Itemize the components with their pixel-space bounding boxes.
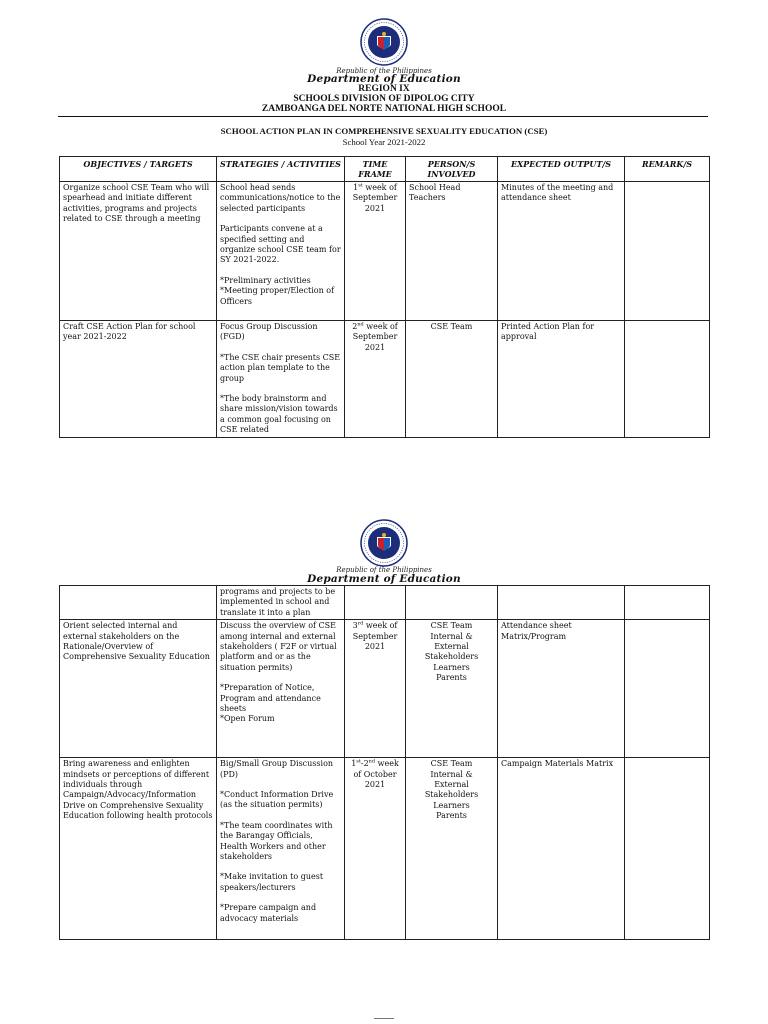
school-line: ZAMBOANGA DEL NORTE NATIONAL HIGH SCHOOL bbox=[261, 104, 507, 114]
strategy-text: Focus Group Discussion (FGD) bbox=[220, 322, 318, 342]
remarks-cell bbox=[625, 586, 710, 620]
output-cell: Campaign Materials Matrix bbox=[498, 758, 625, 940]
strategy-text: *The body brainstorm and share mission/vision towards a common goal focusing on CSE related bbox=[220, 394, 338, 435]
republic-line: Republic of the Philippines bbox=[336, 67, 432, 75]
objective-cell: Orient selected internal and external stakeholders on the Rationale/Overview of Comprehensive Sexuality Education bbox=[60, 620, 217, 758]
table-row bbox=[60, 586, 710, 620]
col-output: EXPECTED OUTPUT/S bbox=[498, 157, 625, 182]
page-footer-mark bbox=[374, 1018, 394, 1024]
remarks-cell bbox=[625, 758, 710, 940]
strategy-text: *The CSE chair presents CSE action plan template to the group bbox=[220, 352, 341, 383]
output-cell: Printed Action Plan for approval bbox=[498, 321, 625, 438]
strategy-text: *Make invitation to guest speakers/lecturers bbox=[220, 872, 324, 892]
strategy-text: (as the situation permits) bbox=[220, 800, 323, 810]
strategy-text: Discuss the overview of CSE among internal and external stakeholders ( F2F or virtual platform and or as the situation permits) bbox=[220, 621, 337, 672]
strategy-text: *Open Forum bbox=[220, 714, 275, 724]
table-row bbox=[60, 758, 710, 940]
department-name: Department of Education bbox=[307, 73, 461, 85]
strategy-text: *Conduct Information Drive bbox=[220, 790, 334, 800]
objective-cell: Organize school CSE Team who will spearhead and initiate different activities, programs and projects related to CSE through a meeting bbox=[60, 182, 217, 321]
strategy-cell bbox=[217, 321, 345, 438]
col-remarks: REMARK/S bbox=[625, 157, 710, 182]
objective-cell: Craft CSE Action Plan for school year 2021-2022 bbox=[60, 321, 217, 438]
strategy-cell bbox=[217, 758, 345, 940]
table-header-row bbox=[60, 157, 710, 182]
persons-cell bbox=[406, 586, 498, 620]
output-cell: Minutes of the meeting and attendance sheet bbox=[498, 182, 625, 321]
time-frame-cell bbox=[345, 586, 406, 620]
time-frame-cell: 1st-2nd week of October 2021 bbox=[345, 758, 406, 940]
remarks-cell bbox=[625, 620, 710, 758]
strategy-text: Big/Small Group Discussion (PD) bbox=[220, 759, 334, 779]
strategy-text: *Preparation of Notice, Program and attendance sheets bbox=[220, 683, 321, 714]
strategy-text: Participants convene at a specified setting and organize school CSE team for SY 2021-2022. bbox=[220, 224, 341, 265]
division-line: SCHOOLS DIVISION OF DIPOLOG CITY bbox=[293, 94, 475, 104]
col-strategies: STRATEGIES / ACTIVITIES bbox=[217, 157, 345, 182]
strategy-text: *Prepare campaign and advocacy materials bbox=[220, 903, 317, 923]
col-objectives: OBJECTIVES / TARGETS bbox=[60, 157, 217, 182]
strategy-text: *Preliminary activities bbox=[220, 275, 311, 285]
plan-title: SCHOOL ACTION PLAN IN COMPREHENSIVE SEXUALITY EDUCATION (CSE) bbox=[220, 126, 548, 136]
objective-cell: Bring awareness and enlighten mindsets or perceptions of different individuals through Campaign/Advocacy/Information Drive on Comprehensive Sexuality Education following health protocols bbox=[60, 758, 217, 940]
table-row bbox=[60, 620, 710, 758]
strategy-text: *The team coordinates with the Barangay Officials, Health Workers and other stakeholders bbox=[220, 820, 333, 862]
table-row bbox=[60, 182, 710, 321]
time-frame-cell: 3rd week of September 2021 bbox=[345, 620, 406, 758]
plan-year: School Year 2021-2022 bbox=[342, 137, 426, 147]
region-line: REGION IX bbox=[358, 84, 410, 94]
header-rule bbox=[58, 116, 708, 117]
time-frame-cell: 1st week of September 2021 bbox=[345, 182, 406, 321]
persons-cell: CSE Team Internal & External Stakeholders Learners Parents bbox=[406, 758, 498, 940]
remarks-cell bbox=[625, 321, 710, 438]
persons-cell: CSE Team Internal & External Stakeholders Learners Parents bbox=[406, 620, 498, 758]
col-persons: PERSON/S INVOLVED bbox=[406, 157, 498, 182]
republic-line: Republic of the Philippines bbox=[336, 566, 432, 574]
deped-seal-icon bbox=[360, 519, 408, 567]
strategy-text: School head sends communications/notice to the selected participants bbox=[220, 183, 341, 213]
time-frame-cell: 2nd week of September 2021 bbox=[345, 321, 406, 438]
strategy-cell: programs and projects to be implemented in school and translate it into a plan bbox=[217, 586, 345, 620]
objective-cell bbox=[60, 586, 217, 620]
strategy-text: *Meeting proper/Election of Officers bbox=[220, 286, 335, 306]
strategy-cell bbox=[217, 182, 345, 321]
persons-cell: School Head Teachers bbox=[406, 182, 498, 321]
strategy-cell bbox=[217, 620, 345, 758]
action-plan-table-continued bbox=[59, 585, 710, 940]
department-name: Department of Education bbox=[307, 573, 461, 585]
persons-cell: CSE Team bbox=[406, 321, 498, 438]
table-row bbox=[60, 321, 710, 438]
action-plan-table bbox=[59, 156, 710, 438]
output-cell bbox=[498, 586, 625, 620]
deped-seal-icon bbox=[360, 18, 408, 66]
col-time-frame: TIME FRAME bbox=[345, 157, 406, 182]
output-cell: Attendance sheet Matrix/Program bbox=[498, 620, 625, 758]
remarks-cell bbox=[625, 182, 710, 321]
